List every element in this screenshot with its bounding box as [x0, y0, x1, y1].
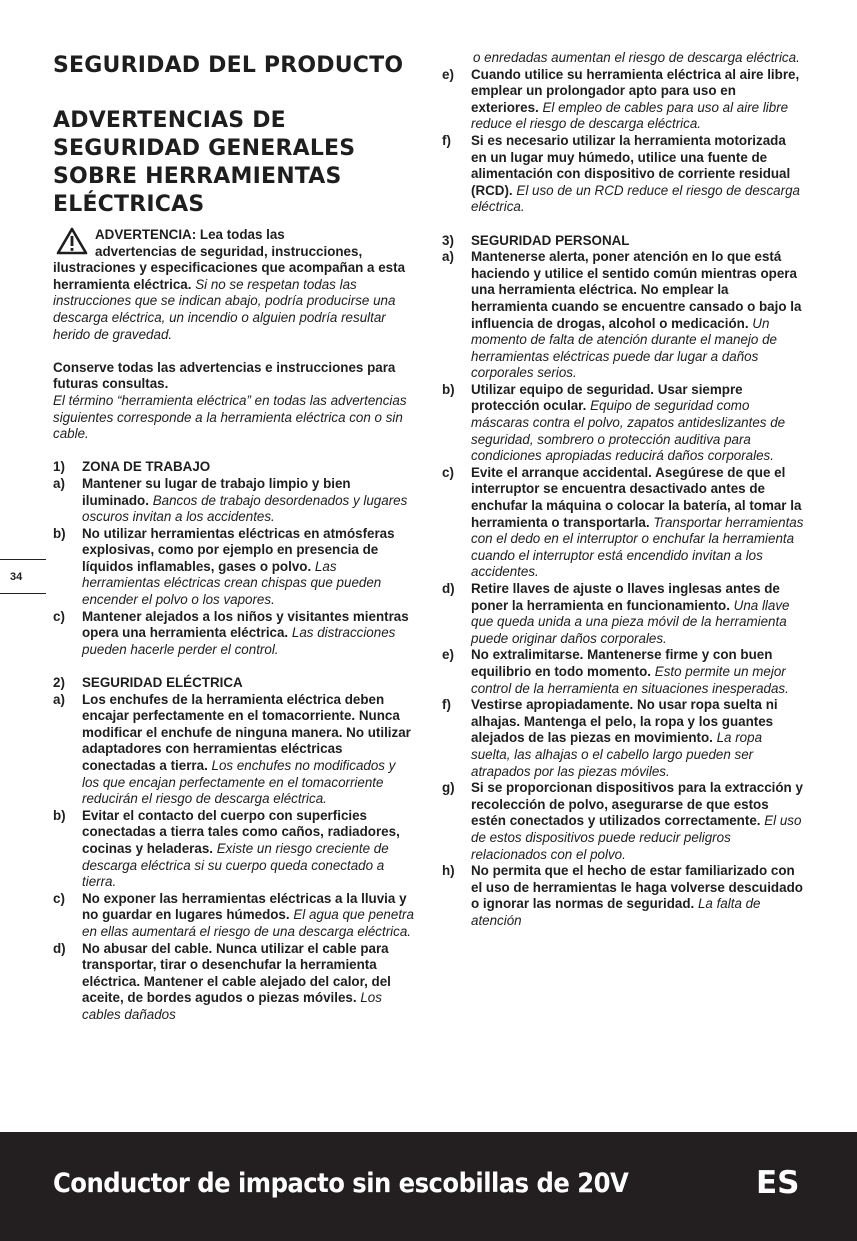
item-italic: Las herramientas eléctricas crean chispas que pueden encender el polvo o los vapores. [82, 558, 382, 608]
item-bold: Evitar el contacto del cuerpo con superficies conectadas a tierra tales como caños, radiadores, cocinas y heladeras. [82, 807, 400, 856]
item-italic: Transportar herramientas con el dedo en el interruptor o enchufar la herramienta cuando el interruptor está encendido invitan a los accidentes. [471, 514, 804, 580]
section-heading-text: ZONA DE TRABAJO [82, 459, 211, 475]
item-label: d) [53, 940, 66, 956]
conserve-bold: Conserve todas las advertencias e instrucciones para futuras consultas. [53, 359, 396, 392]
section-number: 1) [53, 459, 65, 475]
conserve-italic: El término “herramienta eléctrica” en todas las advertencias siguientes corresponde a la herramienta eléctrica con o sin cable. [53, 392, 407, 442]
item-label: c) [53, 608, 65, 624]
item-label: f) [442, 697, 451, 713]
section-number: 2) [53, 675, 65, 691]
item-italic: Esto permite un mejor control de la herramienta en situaciones inesperadas. [471, 663, 789, 696]
list-item [442, 249, 804, 382]
footer-bar [0, 1132, 857, 1241]
footer-language-code: ES [756, 1165, 800, 1201]
item-italic: La falta de atención [471, 896, 761, 928]
item-bold: Si se proporcionan dispositivos para la extracción y recolección de polvo, asegurarse de que estos estén conectados y utilizados correctamente. [471, 780, 803, 829]
item-bold: Utilizar equipo de seguridad. Usar siempre protección ocular. [471, 381, 743, 414]
item-bold: No abusar del cable. Nunca utilizar el cable para transportar, tirar o desenchufar la herramienta eléctrica. Mantener el cable alejado del calor, del aceite, de bordes agudos o piezas móviles. [82, 940, 391, 1006]
list-item [442, 863, 804, 929]
item-label: f) [442, 132, 451, 148]
item-label: a) [53, 691, 65, 707]
item-italic: El empleo de cables para uso al aire libre reduce el riesgo de descarga eléctrica. [471, 99, 789, 132]
list-item [53, 609, 415, 659]
item-bold: Si es necesario utilizar la herramienta motorizada en un lugar muy húmedo, utilice una fuente de alimentación con dispositivo de corriente residual (RCD). [471, 132, 791, 198]
item-italic: Un momento de falta de atención durante el manejo de herramientas eléctricas puede dar lugar a daños corporales serios. [471, 315, 777, 381]
section-heading-electrical [53, 675, 415, 692]
list-item [442, 133, 804, 216]
item-italic: Bancos de trabajo desordenados y lugares oscuros invitan a los accidentes. [82, 492, 408, 525]
item-italic: Las distracciones pueden hacerle perder el control. [82, 625, 396, 657]
page-number: 34 [0, 559, 46, 594]
item-label: e) [442, 66, 454, 82]
warning-text [53, 260, 415, 343]
list-item [442, 581, 804, 647]
item-bold: No exponer las herramientas eléctricas a la lluvia y no guardar en lugares húmedos. [82, 890, 407, 923]
warning-line-2: advertencias de seguridad, instrucciones, [95, 243, 363, 259]
warning-block [53, 227, 415, 343]
warning-bold: ilustraciones y especificaciones que acompañan a esta herramienta eléctrica. [53, 260, 406, 292]
left-column [53, 0, 415, 1024]
section-heading-work-area [53, 459, 415, 476]
item-label: e) [442, 647, 454, 663]
list-item [53, 526, 415, 609]
list-item [53, 808, 415, 891]
item-label: b) [53, 525, 66, 541]
item-bold: Evite el arranque accidental. Asegúrese de que el interruptor se encuentra desactivado antes de enchufar la máquina o colocar la batería, al tomar la herramienta o transportarla. [471, 464, 802, 530]
warning-line-1: ADVERTENCIA: Lea todas las [95, 227, 285, 242]
list-item [442, 67, 804, 133]
warning-italic: Si no se respetan todas las instrucciones que se indican abajo, podría producirse una descarga eléctrica, un incendio o alguien podría resultar herido de gravedad. [53, 276, 396, 342]
continued-text: o enredadas aumentan el riesgo de descarga eléctrica. [473, 50, 800, 65]
item-italic: El uso de un RCD reduce el riesgo de descarga eléctrica. [471, 182, 800, 215]
section-heading-text: SEGURIDAD ELÉCTRICA [82, 675, 243, 691]
section-number: 3) [442, 232, 454, 248]
list-item [53, 941, 415, 1024]
item-bold: Mantener su lugar de trabajo limpio y bien iluminado. [82, 475, 351, 508]
item-italic: Equipo de seguridad como máscaras contra el polvo, zapatos antideslizantes de seguridad, sombrero o protección auditiva para condiciones apropiadas reducirá daños corporales. [471, 398, 786, 464]
subtitle [53, 107, 415, 219]
list-item [53, 476, 415, 526]
item-label: c) [53, 890, 65, 906]
item-label: c) [442, 464, 454, 480]
item-italic: Existe un riesgo creciente de descarga eléctrica si su cuerpo queda conectado a tierra. [82, 840, 389, 890]
item-label: h) [442, 863, 455, 879]
item-bold: Retire llaves de ajuste o llaves inglesas antes de poner la herramienta en funcionamiento. [471, 581, 780, 613]
item-bold: No extralimitarse. Mantenerse firme y con buen equilibrio en todo momento. [471, 647, 773, 679]
subtitle-line: SEGURIDAD GENERALES [53, 136, 356, 161]
section-heading-text: SEGURIDAD PERSONAL [471, 232, 630, 248]
list-item [53, 692, 415, 808]
item-label: b) [442, 381, 455, 397]
section-heading-personal [442, 233, 804, 250]
subtitle-line: SOBRE HERRAMIENTAS [53, 164, 342, 189]
subtitle-line: ADVERTENCIAS DE [53, 108, 286, 133]
subtitle-line: ELÉCTRICAS [53, 192, 205, 217]
section-title: SEGURIDAD DEL PRODUCTO [53, 53, 404, 78]
item-bold: No permita que el hecho de estar familiarizado con el uso de herramientas le haga volverse descuidado o ignorar las normas de seguridad. [471, 863, 803, 912]
list-item [53, 891, 415, 941]
list-item [442, 697, 804, 780]
item-label: d) [442, 581, 455, 596]
list-item [442, 382, 804, 465]
right-column [442, 50, 804, 929]
list-item [442, 780, 804, 863]
item-label: g) [442, 780, 455, 796]
item-bold: Mantenerse alerta, poner atención en lo que está haciendo y utilice el sentido común mientras opera una herramienta eléctrica. No emplear la herramienta cuando se encuentre cansado o bajo la influencia de drogas, alcohol o medicación. [471, 249, 802, 331]
item-bold: Los enchufes de la herramienta eléctrica deben encajar perfectamente en el tomacorriente. Nunca modificar el enchufe de ninguna manera. No utilizar adaptadores con herramientas eléctricas conectadas a tierra. [82, 691, 411, 773]
item-italic: Una llave que queda unida a una pieza móvil de la herramienta puede originar daños corporales. [471, 597, 790, 646]
item-bold: No utilizar herramientas eléctricas en atmósferas explosivas, como por ejemplo en presencia de líquidos inflamables, gases o polvo. [82, 525, 395, 574]
item-italic: Los enchufes no modificados y los que encajan perfectamente en el tomacorriente reducirán el riesgo de descarga eléctrica. [82, 758, 396, 807]
list-item [442, 465, 804, 581]
item-label: a) [442, 249, 454, 265]
warning-triangle-icon [56, 227, 88, 255]
item-bold: Vestirse apropiadamente. No usar ropa suelta ni alhajas. Mantenga el pelo, la ropa y los guantes alejados de las piezas en movimiento. [471, 697, 778, 746]
item-label: a) [53, 475, 65, 491]
item-bold: Mantener alejados a los niños y visitantes mientras opera una herramienta eléctrica. [82, 608, 409, 641]
item-italic: El agua que penetra en ellas aumentará el riesgo de una descarga eléctrica. [82, 907, 414, 939]
item-italic: Los cables dañados [82, 990, 382, 1022]
footer-product-title: Conductor de impacto sin escobillas de 20V [53, 1168, 629, 1199]
item-bold: Cuando utilice su herramienta eléctrica al aire libre, emplear un prolongador apto para uso en exteriores. [471, 66, 800, 115]
item-italic: El uso de estos dispositivos puede reducir peligros relacionados con el polvo. [471, 813, 802, 862]
item-label: b) [53, 807, 66, 823]
item-italic: La ropa suelta, las alhajas o el cabello largo pueden ser atrapados por las piezas móviles. [471, 730, 763, 779]
list-item [442, 647, 804, 697]
